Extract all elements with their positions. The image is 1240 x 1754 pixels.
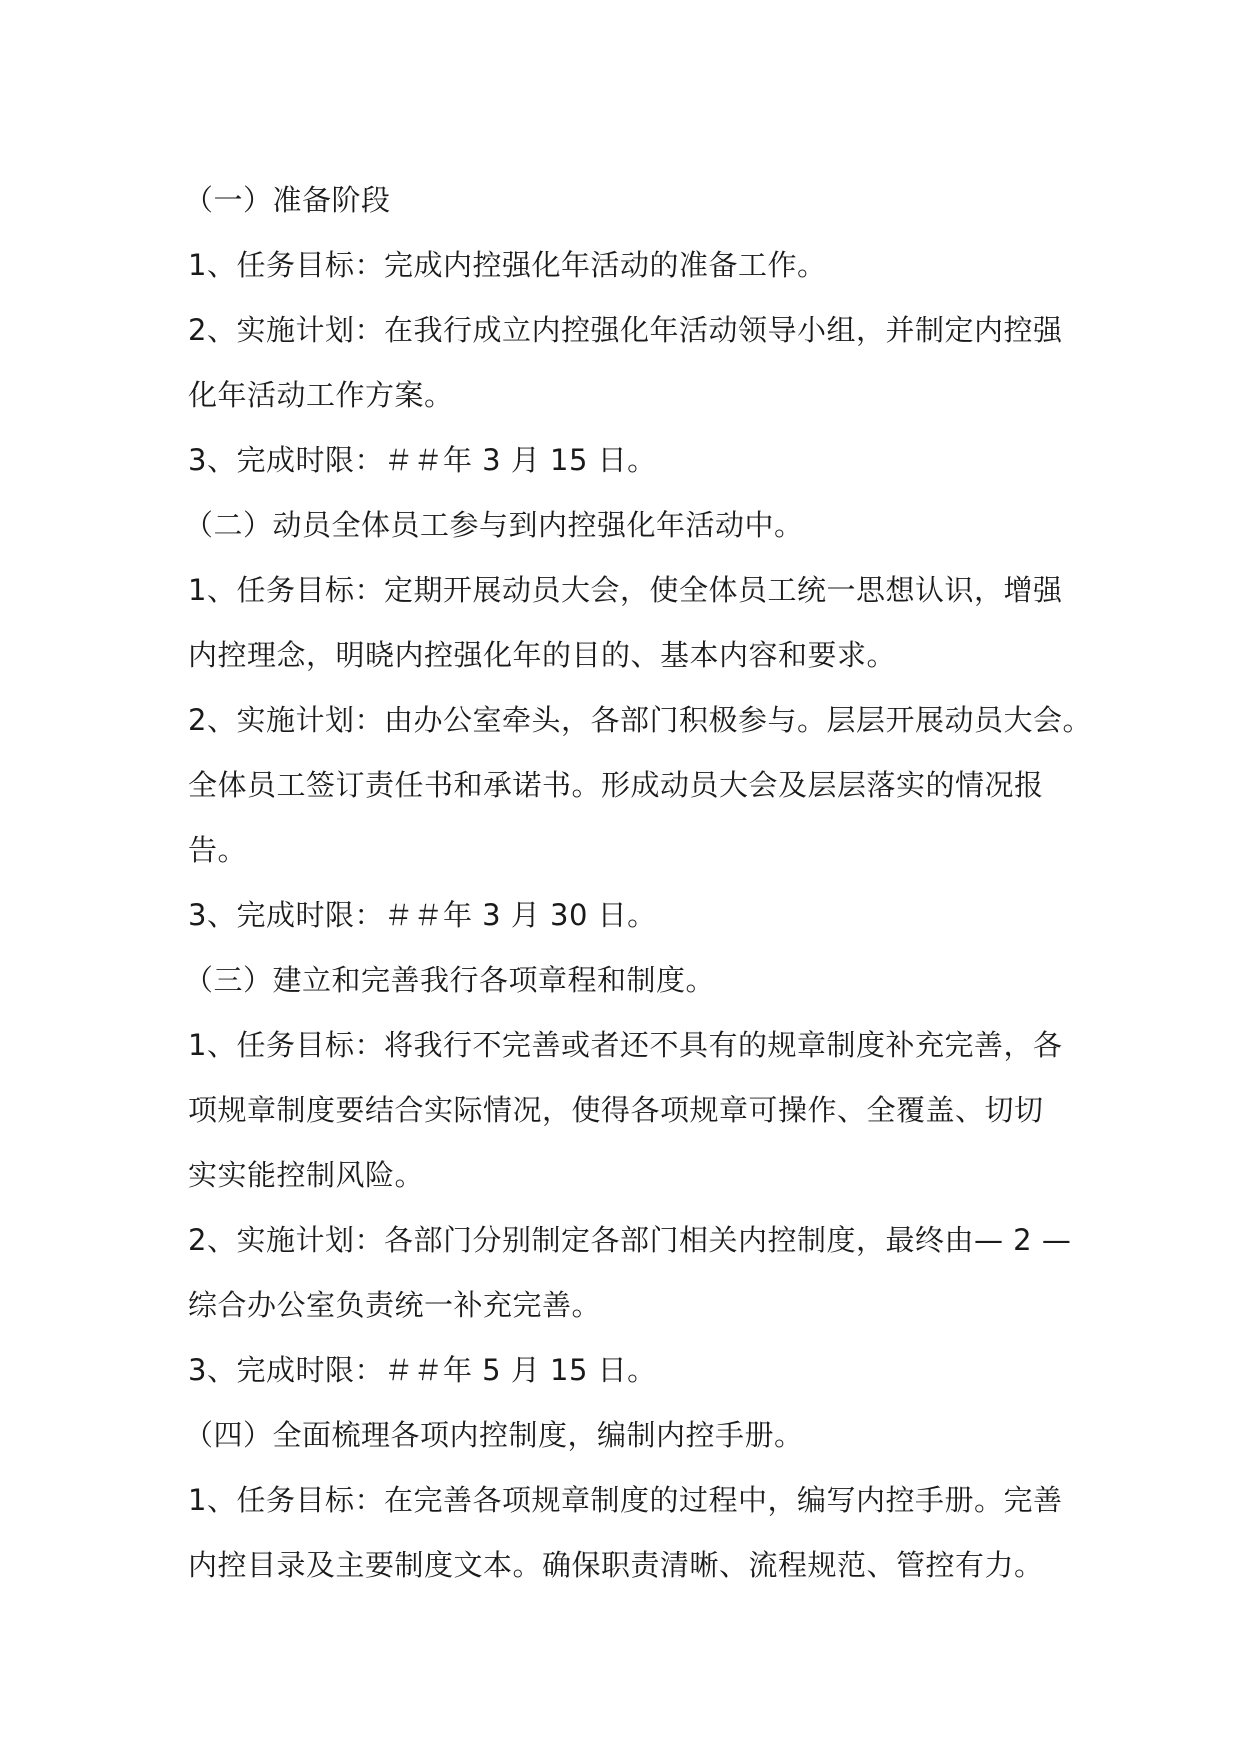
paragraph-line: 项规章制度要结合实际情况，使得各项规章可操作、全覆盖、切切: [188, 1093, 1044, 1127]
paragraph-line: 实实能控制风险。: [188, 1158, 425, 1192]
section-heading-1: （一）准备阶段: [184, 183, 391, 217]
paragraph-line: 综合办公室负责统一补充完善。: [188, 1288, 602, 1322]
paragraph-line: 1、任务目标：在完善各项规章制度的过程中，编写内控手册。完善: [188, 1483, 1063, 1517]
paragraph-line: 1、任务目标：完成内控强化年活动的准备工作。: [188, 248, 827, 282]
paragraph-line: 全体员工签订责任书和承诺书。形成动员大会及层层落实的情况报: [188, 768, 1044, 802]
paragraph-line: 2、实施计划：在我行成立内控强化年活动领导小组，并制定内控强: [188, 313, 1063, 347]
section-heading-3: （三）建立和完善我行各项章程和制度。: [184, 963, 716, 997]
paragraph-line: 内控目录及主要制度文本。确保职责清晰、流程规范、管控有力。: [188, 1548, 1044, 1582]
paragraph-line: 1、任务目标：将我行不完善或者还不具有的规章制度补充完善，各: [188, 1028, 1063, 1062]
paragraph-line: 内控理念，明晓内控强化年的目的、基本内容和要求。: [188, 638, 897, 672]
paragraph-line: 2、实施计划：由办公室牵头，各部门积极参与。层层开展动员大会。: [188, 703, 1092, 737]
paragraph-line: 2、实施计划：各部门分别制定各部门相关内控制度，最终由— 2 —: [188, 1223, 1072, 1257]
paragraph-line: 3、完成时限：＃＃年 3 月 30 日。: [188, 898, 657, 932]
document-body: [184, 168, 1092, 1598]
section-heading-4: （四）全面梳理各项内控制度，编制内控手册。: [184, 1418, 804, 1452]
paragraph-line: 3、完成时限：＃＃年 3 月 15 日。: [188, 443, 657, 477]
paragraph-line: 告。: [188, 833, 248, 867]
paragraph-line: 3、完成时限：＃＃年 5 月 15 日。: [188, 1353, 657, 1387]
paragraph-line: 化年活动工作方案。: [188, 378, 454, 412]
paragraph-line: 1、任务目标：定期开展动员大会，使全体员工统一思想认识，增强: [188, 573, 1063, 607]
section-heading-2: （二）动员全体员工参与到内控强化年活动中。: [184, 508, 804, 542]
